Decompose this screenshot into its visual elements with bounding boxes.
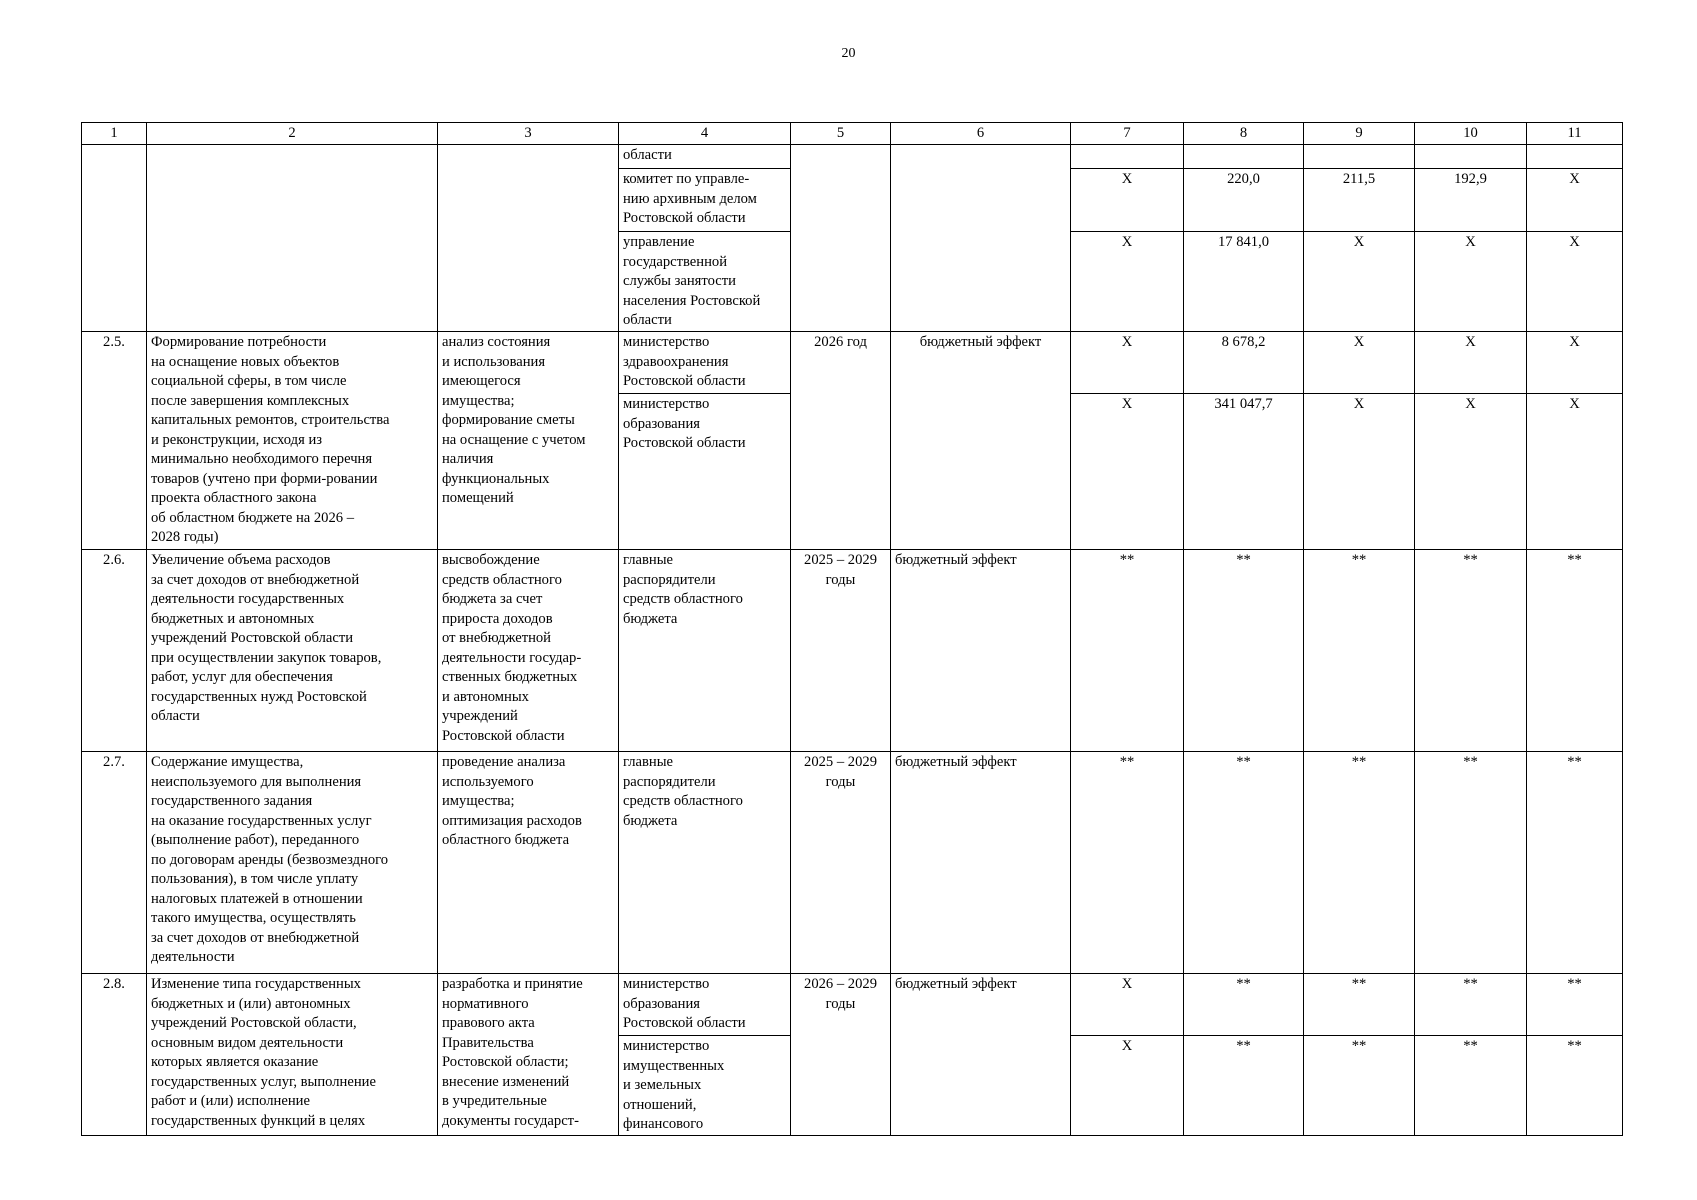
value-cell: 341 047,7 [1184,394,1304,550]
value-cell: Х [1527,232,1623,332]
measure-cell: Формирование потребности на оснащение новых объектов социальной сферы, в том числе после завершения комплексных капитальных ремонтов, строительства и реконструкции, исходя из минимально необходимого перечня товаров (учтено при форми-ровании проекта областного закона об областном бюджете на 2026 – 2028 годы) [147,332,438,550]
column-header: 5 [791,123,891,145]
value-cell: ** [1184,1036,1304,1136]
value-cell: 8 678,2 [1184,332,1304,394]
value-cell [1304,145,1415,169]
value-cell: ** [1527,550,1623,752]
value-cell: 220,0 [1184,169,1304,232]
value-cell: ** [1415,974,1527,1036]
value-cell: 192,9 [1415,169,1527,232]
page-number: 20 [841,46,856,61]
term-cell: 2026 год [791,332,891,550]
column-header: 11 [1527,123,1623,145]
table-row [82,550,1623,752]
value-cell: Х [1415,394,1527,550]
number-cell: 2.7. [82,752,147,974]
table-row [82,145,1623,169]
value-cell: ** [1527,974,1623,1036]
column-header: 10 [1415,123,1527,145]
executor-cell: комитет по управле- нию архивным делом Ростовской области [619,169,791,232]
column-header: 8 [1184,123,1304,145]
value-cell: ** [1415,1036,1527,1136]
measure-cell: Содержание имущества, неиспользуемого для выполнения государственного задания на оказание государственных услуг (выполнение работ), переданного по договорам аренды (безвозмездного пользования), в том числе уплату налоговых платежей в отношении такого имущества, осуществлять за счет доходов от внебюджетной деятельности [147,752,438,974]
value-cell: ** [1304,974,1415,1036]
column-header: 1 [82,123,147,145]
value-cell: Х [1415,332,1527,394]
measures-table [81,122,1623,1136]
value-cell: ** [1071,550,1184,752]
number-cell [82,145,147,332]
action-cell: высвобождение средств областного бюджета за счет прироста доходов от внебюджетной деятельности государ- ственных бюджетных и автономных учреждений Ростовской области [438,550,619,752]
value-cell: ** [1184,550,1304,752]
executor-cell: управление государственной службы занятости населения Ростовской области [619,232,791,332]
executor-cell: министерство образования Ростовской области [619,974,791,1036]
executor-cell: главные распорядители средств областного бюджета [619,752,791,974]
value-cell: ** [1304,1036,1415,1136]
measure-cell: Изменение типа государственных бюджетных и (или) автономных учреждений Ростовской области, основным видом деятельности которых является оказание государственных услуг, выполнение работ и (или) исполнение государственных функций в целях [147,974,438,1136]
executor-cell: министерство здравоохранения Ростовской области [619,332,791,394]
executor-cell: министерство имущественных и земельных отношений, финансового [619,1036,791,1136]
action-cell: разработка и принятие нормативного правового акта Правительства Ростовской области; внесение изменений в учредительные документы государст- [438,974,619,1136]
value-cell: ** [1184,974,1304,1036]
action-cell: анализ состояния и использования имеющегося имущества; формирование сметы на оснащение с учетом наличия функциональных помещений [438,332,619,550]
action-cell: проведение анализа используемого имущества; оптимизация расходов областного бюджета [438,752,619,974]
table-row [82,974,1623,1036]
column-header: 2 [147,123,438,145]
effect-cell: бюджетный эффект [891,752,1071,974]
value-cell: 17 841,0 [1184,232,1304,332]
value-cell: Х [1527,394,1623,550]
value-cell: Х [1071,232,1184,332]
value-cell: Х [1071,332,1184,394]
table-row [82,752,1623,974]
value-cell: Х [1071,394,1184,550]
executor-cell: министерство образования Ростовской области [619,394,791,550]
column-header: 6 [891,123,1071,145]
term-cell: 2025 – 2029 годы [791,550,891,752]
value-cell: 211,5 [1304,169,1415,232]
value-cell: Х [1527,332,1623,394]
column-header: 9 [1304,123,1415,145]
effect-cell [891,145,1071,332]
value-cell [1184,145,1304,169]
value-cell [1071,145,1184,169]
value-cell: Х [1071,974,1184,1036]
value-cell: Х [1304,232,1415,332]
value-cell: ** [1415,550,1527,752]
column-header: 3 [438,123,619,145]
value-cell: ** [1304,550,1415,752]
value-cell: Х [1304,332,1415,394]
column-header: 4 [619,123,791,145]
value-cell: ** [1304,752,1415,974]
value-cell [1415,145,1527,169]
measure-cell [147,145,438,332]
action-cell [438,145,619,332]
value-cell: ** [1527,752,1623,974]
value-cell: ** [1184,752,1304,974]
value-cell: Х [1415,232,1527,332]
value-cell: ** [1415,752,1527,974]
value-cell: Х [1071,169,1184,232]
effect-cell: бюджетный эффект [891,974,1071,1136]
value-cell [1527,145,1623,169]
value-cell: Х [1071,1036,1184,1136]
table-row [82,332,1623,394]
term-cell [791,145,891,332]
effect-cell: бюджетный эффект [891,550,1071,752]
number-cell: 2.6. [82,550,147,752]
measure-cell: Увеличение объема расходов за счет доходов от внебюджетной деятельности государственных бюджетных и автономных учреждений Ростовской области при осуществлении закупок товаров, работ, услуг для обеспечения государственных нужд Ростовской области [147,550,438,752]
column-number-row [82,123,1623,145]
term-cell: 2025 – 2029 годы [791,752,891,974]
executor-cell: главные распорядители средств областного бюджета [619,550,791,752]
value-cell: ** [1527,1036,1623,1136]
column-header: 7 [1071,123,1184,145]
value-cell: ** [1071,752,1184,974]
value-cell: Х [1527,169,1623,232]
number-cell: 2.8. [82,974,147,1136]
term-cell: 2026 – 2029 годы [791,974,891,1136]
number-cell: 2.5. [82,332,147,550]
value-cell: Х [1304,394,1415,550]
effect-cell: бюджетный эффект [891,332,1071,550]
executor-cell: области [619,145,791,169]
